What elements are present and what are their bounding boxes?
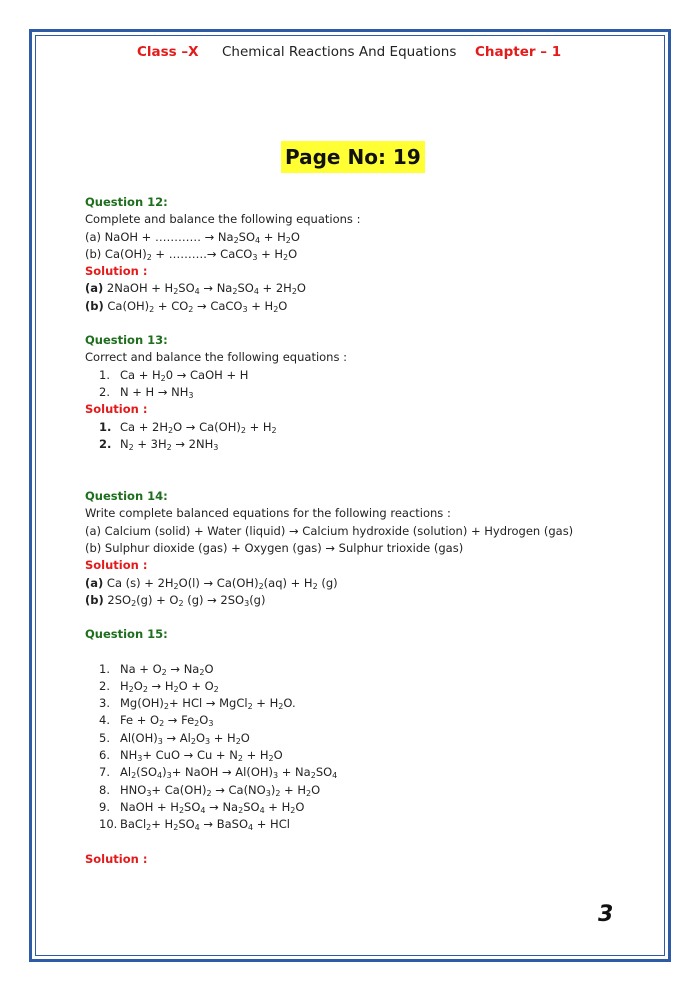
- question-12-solution-a: (a) 2NaOH + $H_2SO_4 \to Na_2SO_4 + 2H_2O$: [85, 281, 306, 297]
- question-13-item-2: 2. $N + H \to NH_3$: [99, 384, 194, 400]
- document-content: [85, 194, 645, 868]
- page-number: 3: [598, 902, 614, 927]
- question-15-item: 4. $Fe + O_2 \to Fe_2O_3$: [99, 713, 214, 729]
- question-14-heading: Question 14:: [85, 489, 168, 504]
- class-label: Class –X: [137, 44, 199, 60]
- question-13-solution-2: 2. $N_2 + 3H_2 \to 2NH_3$: [99, 436, 219, 452]
- question-15-solution-label: Solution :: [85, 851, 148, 866]
- chapter-title: Chemical Reactions And Equations: [222, 44, 457, 60]
- question-15-item: 2. $H_2O_2 \to H_2O + O_2$: [99, 678, 219, 694]
- question-12-solution-label: Solution :: [85, 264, 148, 279]
- question-13-solution-1: 1. $Ca + 2H_2O \to Ca(OH)_2 + H_2$: [99, 419, 277, 435]
- question-15-heading: Question 15:: [85, 627, 168, 642]
- question-14-part-b: (b) Sulphur dioxide (gas) + Oxygen (gas) → Sulphur trioxide (gas): [85, 541, 464, 556]
- question-15-item: 6. $NH_3+$ CuO → $Cu + N_2 + H_2O$: [99, 748, 283, 764]
- question-14-solution-b: (b) $2SO_2(g) + O_2$ $(g) \to 2SO_3(g)$: [85, 592, 266, 608]
- question-14-part-a: (a) Calcium (solid) + Water (liquid) → Calcium hydroxide (solution) + Hydrogen (gas): [85, 523, 574, 538]
- question-12-part-a: (a) NaOH + ………… → $Na_2SO_4 + H_2O$: [85, 229, 300, 245]
- question-15-item: 8. $HNO_3+ Ca(OH)_2 \to Ca(NO_3)_2 + H_2O$: [99, 782, 321, 798]
- page-no-banner: Page No: 19: [281, 141, 425, 173]
- question-15-item: 5. $Al(OH)_3 \to Al_2O_3 + H_2O$: [99, 730, 250, 746]
- page-header: [0, 44, 700, 66]
- question-15-item: 3. $Mg(OH)_2+$ HCl → MgCl$_2$ + $H_2O$.: [99, 696, 296, 712]
- question-12-prompt: Complete and balance the following equations :: [85, 212, 361, 227]
- question-13-prompt: Correct and balance the following equations :: [85, 350, 347, 365]
- question-15-item: 9. NaOH + $H_2SO_4 \to Na_2SO_4 + H_2O$: [99, 799, 305, 815]
- question-15-item: 10. BaCl$_2$+ $H_2SO_4$ → BaSO$_4$ + HCl: [99, 817, 290, 833]
- chapter-label: Chapter – 1: [475, 44, 562, 60]
- question-12-heading: Question 12:: [85, 195, 168, 209]
- question-14-prompt: Write complete balanced equations for the following reactions :: [85, 506, 451, 521]
- question-15-list: [85, 661, 645, 834]
- question-14-solution-a: (a) Ca $(s) + 2H_2O(l) \to Ca(OH)_2(aq) + H_2$ (g): [85, 575, 338, 591]
- question-13-heading: Question 13:: [85, 333, 168, 348]
- question-12-part-b: (b) $Ca(OH)_2$ + ……….→ CaCO$_3$ + $H_2O$: [85, 246, 298, 262]
- question-15-item: 7. $Al_2(SO_4)_3+$ NaOH → $Al(OH)_3 + Na_2SO_4$: [99, 765, 338, 781]
- question-14-solution-label: Solution :: [85, 558, 148, 573]
- question-13-item-1: 1. $Ca + H_20$ → CaOH + H: [99, 367, 249, 383]
- question-12-solution-b: (b) $Ca(OH)_2 + CO_2$ → CaCO$_3$ + $H_2O$: [85, 298, 288, 314]
- question-13-solution-label: Solution :: [85, 402, 148, 417]
- question-15-item: 1. $Na + O_2 \to Na_2O$: [99, 661, 214, 677]
